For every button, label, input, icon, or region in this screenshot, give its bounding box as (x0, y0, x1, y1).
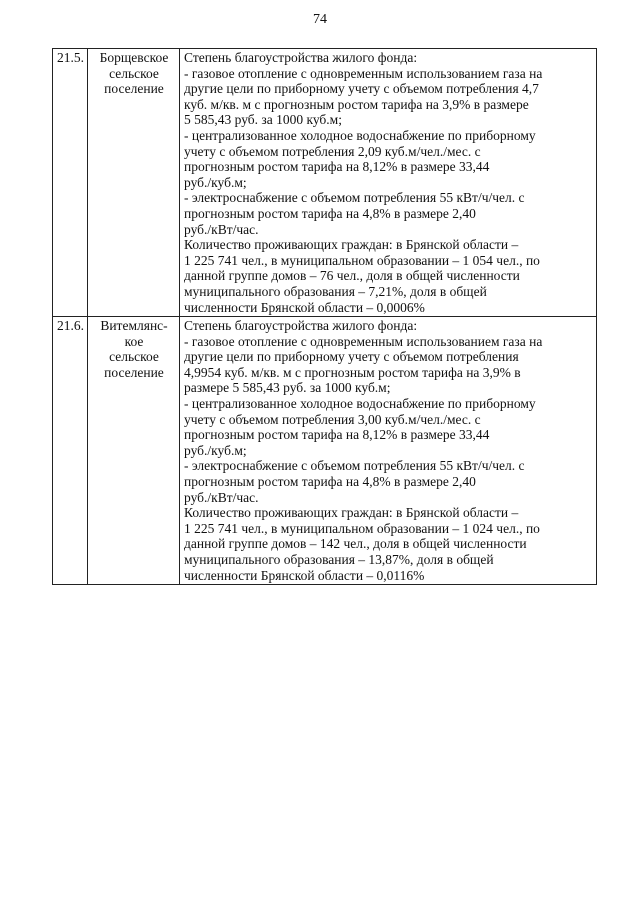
description-line: куб. м/кв. м с прогнозным ростом тарифа на 3,9% в размере (184, 96, 529, 112)
description-line: прогнозным ростом тарифа на 4,8% в размере 2,40 (184, 205, 476, 221)
description-line: 4,9954 куб. м/кв. м с прогнозным ростом тарифа на 3,9% в (184, 364, 521, 380)
description-line: 5 585,43 руб. за 1000 куб.м; (184, 112, 342, 128)
settlement-name-line: сельское (109, 349, 159, 365)
description-line: данной группе домов – 76 чел., доля в общей численности (184, 268, 520, 284)
row-number: 21.5. (53, 49, 88, 317)
description-line: Количество проживающих граждан: в Брянской области – (184, 237, 519, 253)
description-line: прогнозным ростом тарифа на 4,8% в размере 2,40 (184, 474, 476, 490)
description-line: - газовое отопление с одновременным использованием газа на (184, 333, 543, 349)
settlement-name (88, 49, 180, 317)
description-line: руб./кВт/час. (184, 221, 259, 237)
description-line: численности Брянской области – 0,0006% (184, 299, 425, 315)
description-line: Количество проживающих граждан: в Брянской области – (184, 505, 519, 521)
description-line: Степень благоустройства жилого фонда: (184, 50, 418, 65)
settlement-name-line: сельское (109, 65, 159, 81)
settlement-name (88, 317, 180, 585)
description-line: руб./куб.м; (184, 174, 247, 190)
settlements-table (52, 48, 597, 585)
description-line: - электроснабжение с объемом потребления 55 кВт/ч/чел. с (184, 190, 525, 206)
settlement-name-line: Борщевское (99, 50, 169, 65)
description-line: 1 225 741 чел., в муниципальном образовании – 1 024 чел., по (184, 520, 540, 536)
description-line: руб./куб.м; (184, 442, 247, 458)
description-line: другие цели по приборному учету с объемом потребления (184, 349, 519, 365)
row-number: 21.6. (53, 317, 88, 585)
settlement-name-line: поселение (104, 364, 164, 380)
table-body (53, 49, 597, 585)
housing-description (180, 317, 597, 585)
table-row (53, 317, 597, 585)
table-row (53, 49, 597, 317)
description-line: другие цели по приборному учету с объемом потребления 4,7 (184, 81, 539, 97)
description-line: - газовое отопление с одновременным использованием газа на (184, 65, 543, 81)
description-line: численности Брянской области – 0,0116% (184, 567, 425, 583)
page-number: 74 (313, 12, 327, 27)
settlement-name-line: Витемлянс- (100, 318, 168, 334)
description-line: - электроснабжение с объемом потребления 55 кВт/ч/чел. с (184, 458, 525, 474)
housing-description (180, 49, 597, 317)
description-line: данной группе домов – 142 чел., доля в общей численности (184, 536, 527, 552)
description-line: 1 225 741 чел., в муниципальном образовании – 1 054 чел., по (184, 252, 540, 268)
description-line: учету с объемом потребления 3,00 куб.м/чел./мес. с (184, 411, 481, 427)
description-line: прогнозным ростом тарифа на 8,12% в размере 33,44 (184, 159, 490, 175)
description-line: размере 5 585,43 руб. за 1000 куб.м; (184, 380, 391, 396)
description-line: Степень благоустройства жилого фонда: (184, 318, 418, 334)
description-line: прогнозным ростом тарифа на 8,12% в размере 33,44 (184, 427, 490, 443)
description-line: руб./кВт/час. (184, 489, 259, 505)
settlement-name-line: кое (124, 333, 144, 349)
description-line: муниципального образования – 7,21%, доля в общей (184, 283, 487, 299)
description-line: учету с объемом потребления 2,09 куб.м/чел./мес. с (184, 143, 481, 159)
description-line: - централизованное холодное водоснабжение по приборному (184, 127, 536, 143)
description-line: - централизованное холодное водоснабжение по приборному (184, 396, 536, 412)
settlement-name-line: поселение (104, 81, 164, 97)
description-line: муниципального образования – 13,87%, доля в общей (184, 552, 494, 567)
